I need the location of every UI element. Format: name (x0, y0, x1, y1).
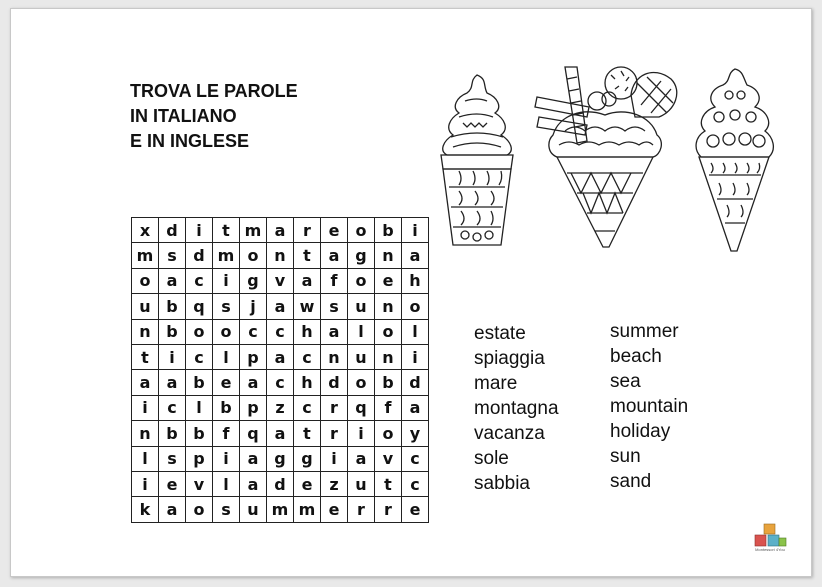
grid-cell: t (375, 472, 402, 497)
grid-cell: a (321, 320, 348, 345)
grid-cell: o (240, 243, 267, 268)
grid-cell: d (159, 218, 186, 243)
grid-cell: a (240, 472, 267, 497)
grid-cell: s (159, 447, 186, 472)
grid-cell: f (375, 396, 402, 421)
grid-cell: i (186, 218, 213, 243)
grid-cell: b (159, 320, 186, 345)
grid-cell: o (375, 320, 402, 345)
grid-cell: u (348, 472, 375, 497)
grid-cell: o (348, 218, 375, 243)
grid-cell: f (321, 269, 348, 294)
grid-cell: n (321, 345, 348, 370)
grid-cell: b (159, 294, 186, 319)
english-word: holiday (610, 421, 671, 442)
grid-cell: i (132, 396, 159, 421)
grid-cell: a (159, 370, 186, 395)
grid-cell: v (186, 472, 213, 497)
grid-cell: e (213, 370, 240, 395)
grid-cell: s (213, 497, 240, 522)
italian-word: sabbia (474, 473, 530, 494)
grid-cell: h (294, 320, 321, 345)
grid-cell: f (213, 421, 240, 446)
grid-cell: a (402, 396, 429, 421)
grid-cell: l (213, 472, 240, 497)
italian-word: vacanza (474, 423, 545, 444)
grid-cell: a (402, 243, 429, 268)
grid-cell: h (402, 269, 429, 294)
grid-cell: o (132, 269, 159, 294)
italian-word: mare (474, 373, 518, 394)
title-line-3: E IN INGLESE (130, 131, 250, 151)
grid-cell: m (132, 243, 159, 268)
ice-cream-cone-right-illustration (689, 65, 779, 255)
grid-cell: h (294, 370, 321, 395)
grid-cell: m (294, 497, 321, 522)
grid-cell: t (294, 421, 321, 446)
grid-cell: o (402, 294, 429, 319)
word-search-grid (131, 217, 429, 523)
title-line-2: IN ITALIANO (130, 106, 237, 126)
grid-cell: v (267, 269, 294, 294)
english-word: sun (610, 446, 641, 467)
grid-cell: d (267, 472, 294, 497)
grid-cell: n (267, 243, 294, 268)
grid-cell: c (402, 472, 429, 497)
grid-cell: e (375, 269, 402, 294)
grid-cell: a (267, 218, 294, 243)
grid-cell: c (267, 370, 294, 395)
english-word-list (610, 319, 688, 494)
english-word: sea (610, 371, 641, 392)
grid-cell: t (213, 218, 240, 243)
grid-cell: u (132, 294, 159, 319)
grid-cell: i (159, 345, 186, 370)
grid-cell: c (267, 320, 294, 345)
grid-cell: g (348, 243, 375, 268)
grid-cell: y (402, 421, 429, 446)
english-word: mountain (610, 396, 689, 417)
grid-cell: n (132, 320, 159, 345)
grid-cell: i (402, 218, 429, 243)
grid-cell: c (186, 269, 213, 294)
grid-cell: c (159, 396, 186, 421)
grid-cell: i (402, 345, 429, 370)
grid-cell: k (132, 497, 159, 522)
grid-cell: a (267, 421, 294, 446)
grid-cell: u (348, 345, 375, 370)
grid-cell: l (186, 396, 213, 421)
grid-cell: p (240, 396, 267, 421)
italian-word: sole (474, 448, 509, 469)
grid-cell: e (321, 218, 348, 243)
grid-cell: q (348, 396, 375, 421)
grid-cell: a (267, 294, 294, 319)
grid-cell: g (240, 269, 267, 294)
grid-cell: l (213, 345, 240, 370)
grid-cell: r (294, 218, 321, 243)
grid-cell: x (132, 218, 159, 243)
grid-cell: a (267, 345, 294, 370)
grid-cell: c (402, 447, 429, 472)
grid-cell: m (267, 497, 294, 522)
grid-cell: u (348, 294, 375, 319)
grid-cell: z (321, 472, 348, 497)
italian-word: spiaggia (474, 348, 545, 369)
grid-cell: b (159, 421, 186, 446)
grid-cell: r (321, 396, 348, 421)
grid-cell: b (186, 370, 213, 395)
grid-cell: c (240, 320, 267, 345)
english-word: summer (610, 321, 679, 342)
grid-cell: c (186, 345, 213, 370)
grid-cell: b (213, 396, 240, 421)
grid-cell: o (375, 421, 402, 446)
grid-cell: b (375, 218, 402, 243)
grid-cell: e (321, 497, 348, 522)
grid-cell: q (240, 421, 267, 446)
grid-cell: p (186, 447, 213, 472)
grid-cell: a (159, 269, 186, 294)
grid-cell: a (240, 447, 267, 472)
worksheet-title (130, 79, 298, 154)
grid-cell: z (267, 396, 294, 421)
grid-cell: c (294, 345, 321, 370)
italian-word-list (474, 321, 559, 496)
grid-cell: i (321, 447, 348, 472)
grid-cell: d (186, 243, 213, 268)
grid-cell: d (321, 370, 348, 395)
grid-cell: m (240, 218, 267, 243)
grid-cell: a (240, 370, 267, 395)
grid-cell: m (213, 243, 240, 268)
grid-cell: i (213, 447, 240, 472)
grid-cell: i (348, 421, 375, 446)
grid-cell: n (375, 294, 402, 319)
grid-cell: a (159, 497, 186, 522)
title-line-1: TROVA LE PAROLE (130, 81, 298, 101)
ice-cream-cone-middle-illustration (525, 61, 685, 251)
grid-cell: j (240, 294, 267, 319)
grid-cell: g (294, 447, 321, 472)
grid-cell: q (186, 294, 213, 319)
english-word: sand (610, 471, 652, 492)
grid-cell: a (294, 269, 321, 294)
grid-cell: o (348, 269, 375, 294)
grid-cell: a (348, 447, 375, 472)
grid-cell: n (375, 243, 402, 268)
grid-cell: e (159, 472, 186, 497)
grid-cell: u (240, 497, 267, 522)
grid-cell: d (402, 370, 429, 395)
grid-cell: e (294, 472, 321, 497)
italian-word: montagna (474, 398, 559, 419)
montessori-logo-icon (752, 523, 788, 549)
grid-cell: r (348, 497, 375, 522)
grid-cell: n (132, 421, 159, 446)
grid-cell: a (132, 370, 159, 395)
grid-cell: o (213, 320, 240, 345)
grid-cell: v (375, 447, 402, 472)
grid-cell: r (321, 421, 348, 446)
grid-cell: g (267, 447, 294, 472)
grid-cell: p (240, 345, 267, 370)
grid-cell: o (186, 497, 213, 522)
grid-cell: t (132, 345, 159, 370)
grid-cell: c (294, 396, 321, 421)
grid-cell: s (159, 243, 186, 268)
grid-cell: i (213, 269, 240, 294)
grid-cell: o (348, 370, 375, 395)
grid-cell: s (213, 294, 240, 319)
logo-caption: Montessori 4You (755, 547, 785, 552)
worksheet-page (10, 8, 812, 577)
ice-cream-cone-left-illustration (429, 67, 521, 257)
grid-cell: b (375, 370, 402, 395)
grid-cell: w (294, 294, 321, 319)
grid-cell: e (402, 497, 429, 522)
grid-cell: l (132, 447, 159, 472)
grid-cell: o (186, 320, 213, 345)
italian-word: estate (474, 323, 526, 344)
grid-cell: t (294, 243, 321, 268)
grid-cell: s (321, 294, 348, 319)
grid-cell: i (132, 472, 159, 497)
english-word: beach (610, 346, 662, 367)
grid-cell: n (375, 345, 402, 370)
grid-cell: l (348, 320, 375, 345)
grid-cell: l (402, 320, 429, 345)
grid-cell: a (321, 243, 348, 268)
grid-cell: b (186, 421, 213, 446)
grid-cell: r (375, 497, 402, 522)
